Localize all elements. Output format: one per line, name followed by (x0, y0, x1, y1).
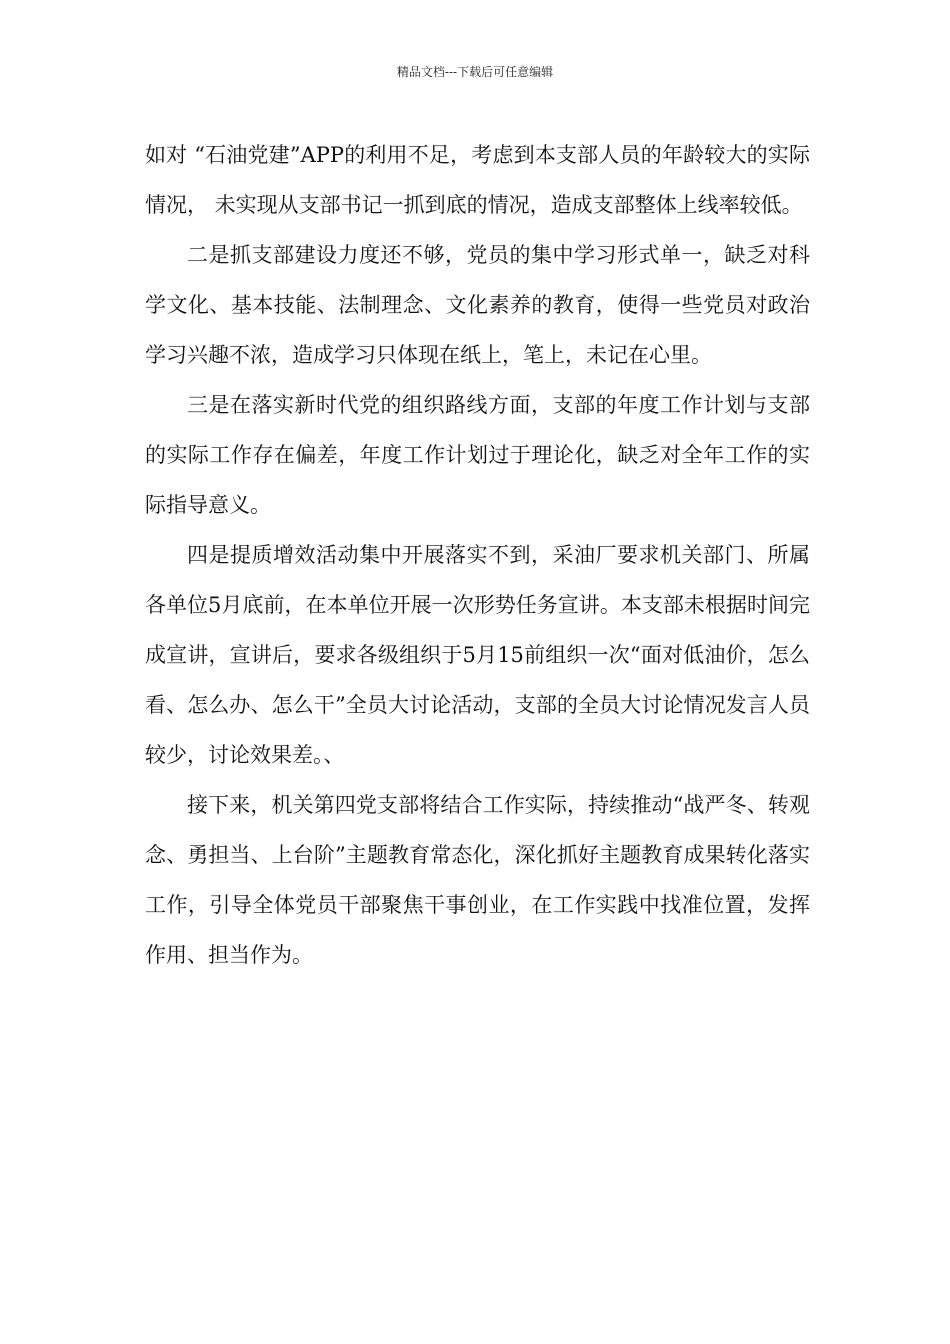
paragraph-point-three: 三是在落实新时代党的组织路线方面，支部的年度工作计划与支部的实际工作存在偏差，年度工作计划过于理论化，缺乏对全年工作的实际指导意义。 (145, 393, 810, 517)
paragraph-point-two: 二是抓支部建设力度还不够，党员的集中学习形式单一，缺乏对科学文化、基本技能、法制理念、文化素养的教育，使得一些党员对政治学习兴趣不浓，造成学习只体现在纸上，笔上，未记在心里。 (145, 243, 810, 367)
paragraph-point-four: 四是提质增效活动集中开展落实不到，采油厂要求机关部门、所属各单位5月底前，在本单位开展一次形势任务宣讲。本支部未根据时间完成宣讲，宣讲后，要求各级组织于5月15前组织一次“面对低油价，怎么看、怎么办、怎么干”全员大讨论活动，支部的全员大讨论情况发言人员较少，讨论效果差。、 (145, 543, 810, 767)
page-header: 精品文档---下载后可任意编辑 (396, 65, 554, 79)
document-body (145, 130, 810, 980)
paragraph-continuation: 如对 “石油党建”APP的利用不足，考虑到本支部人员的年龄较大的实际情况， 未实现从支部书记一抓到底的情况，造成支部整体上线率较低。 (145, 143, 810, 217)
paragraph-next-steps: 接下来，机关第四党支部将结合工作实际，持续推动“战严冬、转观念、勇担当、上台阶”主题教育常态化，深化抓好主题教育成果转化落实工作，引导全体党员干部聚焦干事创业，在工作实践中找准位置，发挥作用、担当作为。 (145, 793, 810, 967)
